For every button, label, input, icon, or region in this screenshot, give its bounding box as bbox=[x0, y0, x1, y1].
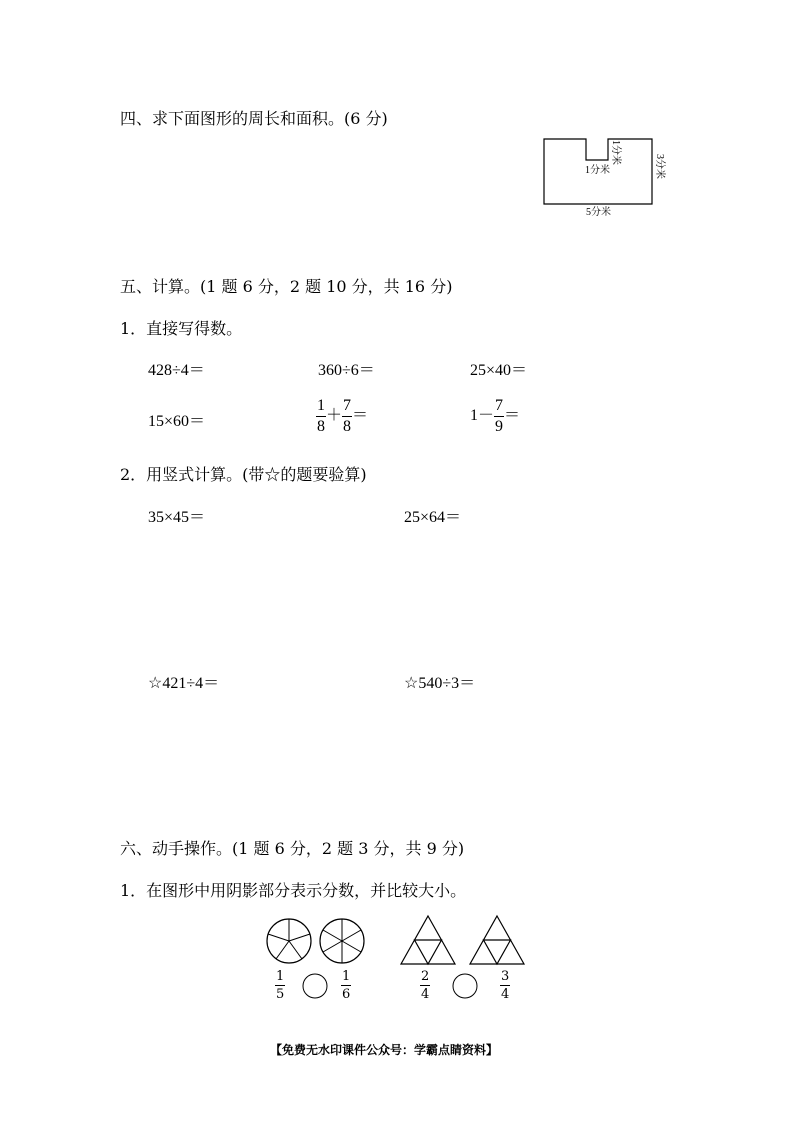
label-width: 5分米 bbox=[586, 207, 611, 218]
fraction: $\frac{7}{9}$ bbox=[495, 397, 504, 435]
fraction: $\frac{1}{8}$ bbox=[317, 397, 325, 435]
fraction-label-4: $\frac{3}{4}$ bbox=[501, 969, 510, 1002]
fraction-label-3: $\frac{2}{4}$ bbox=[421, 969, 430, 1002]
section-4-title: 四、求下面图形的周长和面积。(6 分) bbox=[120, 109, 388, 128]
compare-circle-1[interactable] bbox=[301, 972, 331, 1002]
triangle-quarters-2 bbox=[470, 914, 526, 968]
notched-rectangle-figure bbox=[540, 136, 675, 216]
q1-title: 1．直接写得数。 bbox=[120, 319, 243, 338]
q2-title: 2．用竖式计算。(带☆的题要验算) bbox=[120, 465, 367, 484]
circle-sixths bbox=[319, 918, 369, 968]
fraction-expression-1: $\frac{1}{8}$ ＋ $\frac{7}{8}$ ＝ bbox=[317, 397, 369, 435]
section-6-title: 六、动手操作。(1 题 6 分，2 题 3 分，共 9 分) bbox=[120, 839, 465, 858]
vertical-item-4: ☆540÷3＝ bbox=[404, 675, 476, 692]
fraction-label-2: $\frac{1}{6}$ bbox=[342, 969, 351, 1002]
compare-circle-2[interactable] bbox=[451, 972, 481, 1002]
vertical-item-2: 25×64＝ bbox=[404, 509, 462, 526]
fraction-label-1: $\frac{1}{5}$ bbox=[276, 969, 285, 1002]
label-notch-width: 1分米 bbox=[585, 165, 610, 176]
label-notch-height: 1分米 bbox=[610, 140, 621, 165]
triangle-quarters-1 bbox=[401, 914, 457, 968]
footer-note: 【免费无水印课件公众号：学霸点睛资料】 bbox=[270, 1043, 499, 1057]
section-5-title: 五、计算。(1 题 6 分，2 题 10 分，共 16 分) bbox=[120, 277, 453, 296]
q6-1-title: 1．在图形中用阴影部分表示分数，并比较大小。 bbox=[120, 881, 467, 900]
fraction-expression-2: 1－ $\frac{7}{9}$ ＝ bbox=[470, 397, 521, 435]
oral-item-4: 15×60＝ bbox=[148, 413, 206, 430]
oral-item-3: 25×40＝ bbox=[470, 362, 528, 379]
vertical-item-3: ☆421÷4＝ bbox=[148, 675, 220, 692]
label-height: 3分米 bbox=[654, 154, 665, 179]
vertical-item-1: 35×45＝ bbox=[148, 509, 206, 526]
oral-item-1: 428÷4＝ bbox=[148, 362, 205, 379]
fraction: $\frac{7}{8}$ bbox=[343, 397, 352, 435]
oral-item-2: 360÷6＝ bbox=[318, 362, 375, 379]
circle-fifths bbox=[266, 918, 316, 968]
